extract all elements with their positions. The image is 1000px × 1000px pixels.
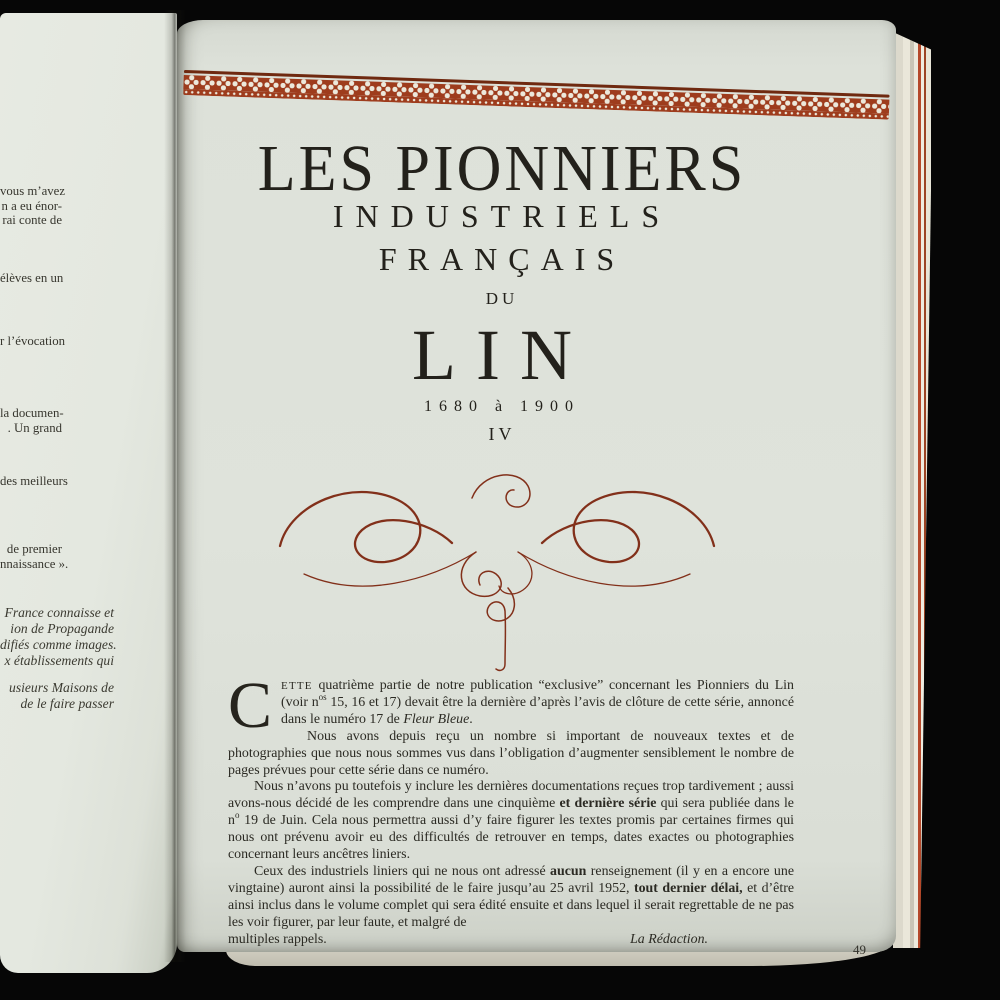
left-page-text-fragment: r l’évocation [0, 334, 66, 348]
page-edge [926, 32, 931, 948]
left-page-text-fragment: rai conte de [2, 213, 62, 227]
closing-line: multiples rappels. La Rédaction. [228, 931, 708, 947]
calligraphic-flourish-ornament [272, 458, 722, 678]
left-page-text-fragment: ion de Propagande [10, 621, 114, 636]
article-title-dates: 1680 à 1900 [423, 398, 581, 415]
left-page-text-fragment: la documen- [0, 406, 64, 420]
article-title-main: LIN [412, 315, 592, 395]
paragraph: Nous n’avons pu toutefois y inclure les dernières documentations reçues trop tardivement ; aussi avons-nous décidé de les comprendre dans une cinquième et dernière série qui sera publiée dans le $n^o$ 19 de Juin. Cela nous permettra aussi d’y faire figurer les textes promis par certaines firmes qui nous ont prévenu avoir eu des difficultés de retrouver en temps, dates exactes ou photographies concernant leurs ancêtres liniers. [228, 779, 794, 863]
left-page-text-fragment: difiés comme images. [0, 637, 117, 652]
page-edges-stack [893, 32, 933, 948]
left-page [0, 13, 177, 973]
left-page-text-fragment: nnaissance ». [0, 556, 69, 571]
gutter-shadow [164, 10, 186, 962]
article-title-line: FRANÇAIS [378, 241, 626, 277]
paragraph: Nous avons depuis reçu un nombre si important de nouveaux textes et de photographies que nous nous sommes vus dans l’obligation d’augmenter sensiblement le nombre de pages prévues pour cette série dans ce numéro. [228, 728, 794, 778]
paragraph: CETTE quatrième partie de notre publication “exclusive” concernant les Pionniers du Lin (voir $n^{os}$ 15, 16 et 17) devait être la dernière d’après l’avis de clôture de cette série, annoncé dans le numéro 17 de Fleur Bleue. [228, 669, 794, 742]
left-page-text-fragment: n a eu énor- [1, 198, 62, 213]
left-page-text-fragment: de le faire passer [20, 696, 114, 711]
left-page-text-fragment: . Un grand [7, 420, 62, 435]
left-page-text-fragment: usieurs Maisons de [9, 680, 114, 695]
article-part-number: IV [488, 424, 516, 444]
right-page [177, 20, 896, 957]
page-edge [903, 32, 910, 948]
paragraph: Ceux des industriels liniers qui ne nous ont adressé aucun renseignement (il y en a encore une vingtaine) auront ainsi la possibilité de le faire jusqu’au 25 avril 1952, tout dernier délai, et d’être ainsi inclus dans le volume complet qui sera édité ensuite et dans lequel il serait regrettable de ne pas les voir figurer, par leur faute, et malgré de [228, 863, 795, 930]
signature: La Rédaction. [630, 931, 708, 947]
article-body [228, 669, 795, 949]
left-page-text-fragment: x établissements qui [4, 653, 114, 668]
ornamental-border-band [183, 70, 889, 120]
article-title-line: INDUSTRIELS [332, 198, 672, 234]
left-page-text-fragment: élèves en un [0, 271, 64, 285]
left-page-text-fragment: de premier [6, 542, 62, 556]
drop-cap: C [228, 669, 273, 742]
article-title-line: DU [485, 289, 519, 308]
left-page-text-fragment: France connaisse et [4, 605, 114, 620]
page-number: 49 [853, 942, 866, 957]
article-title-line: LES PIONNIERS [257, 132, 747, 206]
left-page-text-fragment: vous m’avez [0, 184, 66, 198]
left-page-text-fragment: des meilleurs [0, 474, 68, 488]
